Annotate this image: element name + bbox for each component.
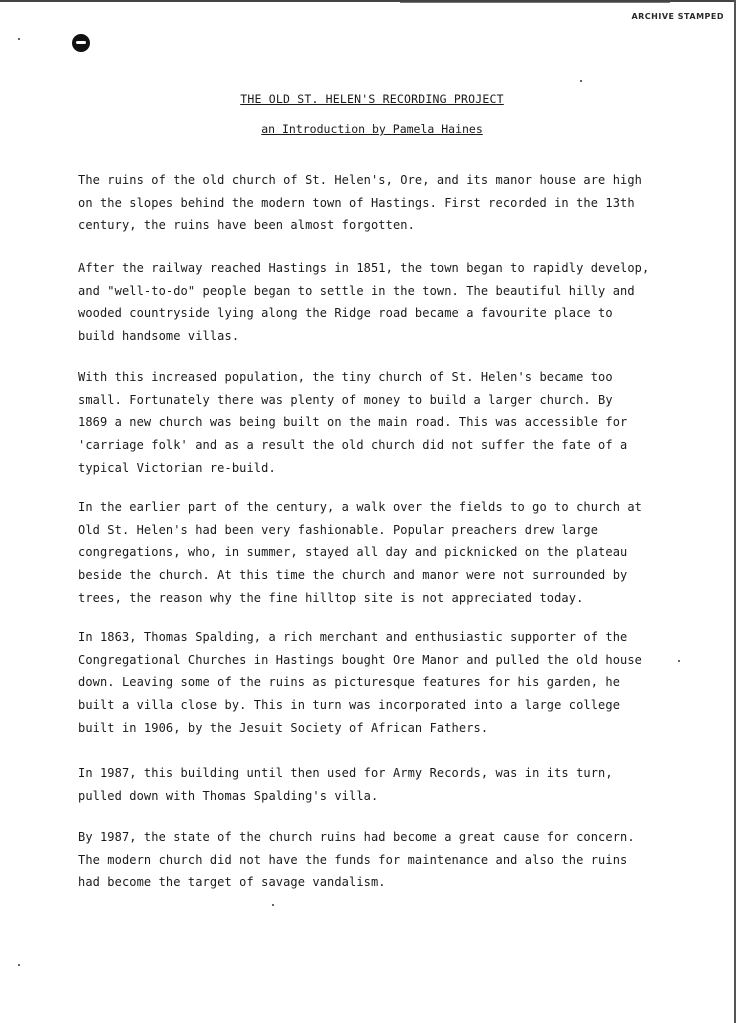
text-line: beside the church. At this time the church and manor were not surrounded by [78, 568, 628, 583]
text-line: small. Fortunately there was plenty of money to build a larger church. By [78, 392, 613, 407]
text-line: typical Victorian re-build. [78, 460, 276, 475]
text-line: pulled down with Thomas Spalding's villa. [78, 788, 379, 803]
text-line: Congregational Churches in Hastings bought Ore Manor and pulled the old house [78, 652, 642, 667]
document-title: THE OLD ST. HELEN'S RECORDING PROJECT [240, 92, 504, 106]
hole-punch-mark [72, 34, 90, 52]
text-line: congregations, who, in summer, stayed all day and picknicked on the plateau [78, 545, 628, 560]
text-line: had become the target of savage vandalism. [78, 875, 386, 890]
paragraph-1 [78, 169, 658, 237]
text-line: With this increased population, the tiny church of St. Helen's became too [78, 370, 613, 384]
text-line: In 1863, Thomas Spalding, a rich merchant and enthusiastic supporter of the [78, 630, 628, 644]
text-line: 'carriage folk' and as a result the old church did not suffer the fate of a [78, 438, 628, 453]
scan-speck [678, 660, 680, 662]
text-line: century, the ruins have been almost forgotten. [78, 218, 415, 233]
text-line: and "well-to-do" people began to settle in the town. The beautiful hilly and [78, 283, 635, 298]
text-line: wooded countryside lying along the Ridge road became a favourite place to [78, 306, 613, 321]
paragraph-4 [78, 496, 658, 610]
archive-stamp: ARCHIVE STAMPED [631, 12, 724, 21]
top-scan-line [400, 2, 670, 3]
text-line: down. Leaving some of the ruins as picturesque features for his garden, he [78, 675, 621, 690]
text-line: trees, the reason why the fine hilltop site is not appreciated today. [78, 590, 584, 605]
paragraph-2 [78, 257, 658, 348]
paragraph-6 [78, 762, 658, 807]
text-line: built a villa close by. This in turn was incorporated into a large college [78, 698, 621, 713]
text-line: In 1987, this building until then used for Army Records, was in its turn, [78, 766, 613, 780]
text-line: In the earlier part of the century, a walk over the fields to go to church at [78, 500, 642, 514]
text-line: on the slopes behind the modern town of Hastings. First recorded in the 13th [78, 195, 635, 210]
paragraph-5 [78, 626, 658, 740]
document-subtitle: an Introduction by Pamela Haines [261, 122, 483, 136]
text-line: build handsome villas. [78, 329, 240, 344]
scan-speck [18, 38, 20, 40]
text-line: 1869 a new church was being built on the main road. This was accessible for [78, 415, 628, 430]
text-line: The modern church did not have the funds for maintenance and also the ruins [78, 852, 628, 867]
text-line: built in 1906, by the Jesuit Society of African Fathers. [78, 720, 489, 735]
text-line: By 1987, the state of the church ruins had become a great cause for concern. [78, 830, 635, 844]
scan-speck [272, 904, 274, 906]
paragraph-7 [78, 826, 658, 894]
text-line: After the railway reached Hastings in 1851, the town began to rapidly develop, [78, 261, 650, 275]
text-line: The ruins of the old church of St. Helen's, Ore, and its manor house are high [78, 173, 642, 187]
paragraph-3 [78, 366, 658, 480]
text-line: Old St. Helen's had been very fashionable. Popular preachers drew large [78, 522, 599, 537]
scan-speck [580, 80, 582, 82]
scan-speck [18, 964, 20, 966]
